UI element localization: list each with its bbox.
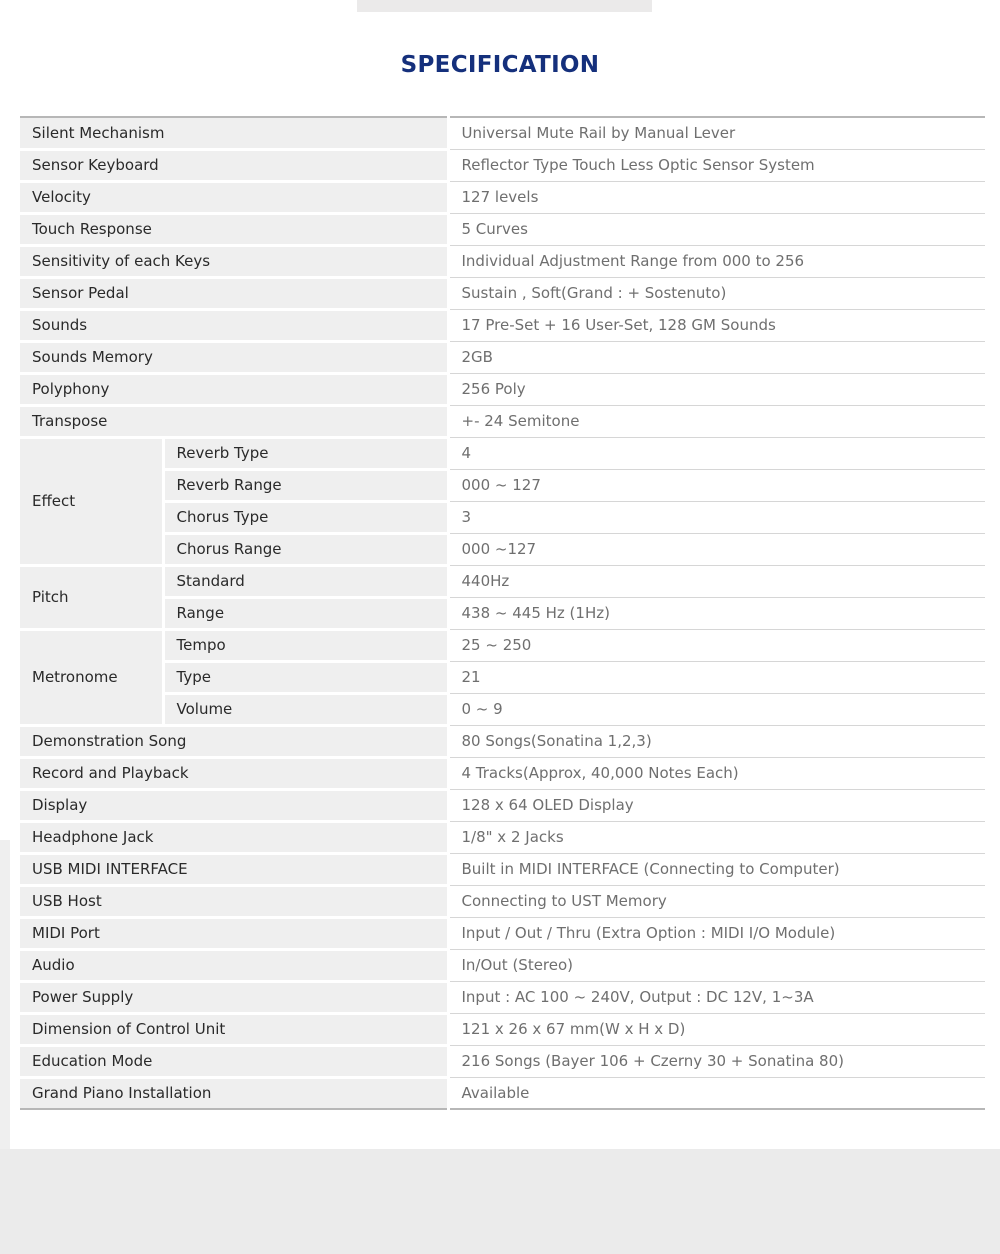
spec-table (20, 116, 985, 1110)
spec-value: Sustain , Soft(Grand : + Sostenuto) (448, 277, 985, 309)
spec-value: In/Out (Stereo) (448, 949, 985, 981)
spec-label: Audio (20, 949, 448, 981)
spec-value: 000 ~127 (448, 533, 985, 565)
table-row (20, 245, 985, 277)
spec-value: 2GB (448, 341, 985, 373)
spec-sub-label: Range (163, 597, 448, 629)
group-label-metronome: Metronome (20, 629, 163, 725)
spec-sub-label: Chorus Range (163, 533, 448, 565)
spec-sub-label: Tempo (163, 629, 448, 661)
spec-label: Velocity (20, 181, 448, 213)
spec-sub-label: Volume (163, 693, 448, 725)
spec-value: 21 (448, 661, 985, 693)
table-row (20, 853, 985, 885)
spec-value: Individual Adjustment Range from 000 to 256 (448, 245, 985, 277)
table-row (20, 181, 985, 213)
spec-label: Sensor Pedal (20, 277, 448, 309)
table-row (20, 757, 985, 789)
top-tab-decoration (357, 0, 652, 12)
spec-label: Touch Response (20, 213, 448, 245)
spec-value: Input / Out / Thru (Extra Option : MIDI I/O Module) (448, 917, 985, 949)
table-row (20, 693, 985, 725)
spec-value: 127 levels (448, 181, 985, 213)
spec-value: +- 24 Semitone (448, 405, 985, 437)
footer-band (0, 1149, 1000, 1254)
spec-label: Power Supply (20, 981, 448, 1013)
spec-label: Polyphony (20, 373, 448, 405)
spec-sub-label: Type (163, 661, 448, 693)
table-row (20, 917, 985, 949)
spec-value: Built in MIDI INTERFACE (Connecting to Computer) (448, 853, 985, 885)
spec-sub-label: Reverb Type (163, 437, 448, 469)
spec-value: Universal Mute Rail by Manual Lever (448, 117, 985, 149)
spec-value: 4 Tracks(Approx, 40,000 Notes Each) (448, 757, 985, 789)
spec-value: 4 (448, 437, 985, 469)
spec-label: Demonstration Song (20, 725, 448, 757)
table-row (20, 117, 985, 149)
spec-sub-label: Standard (163, 565, 448, 597)
spec-value: 128 x 64 OLED Display (448, 789, 985, 821)
table-row (20, 885, 985, 917)
spec-label: Dimension of Control Unit (20, 1013, 448, 1045)
table-row (20, 501, 985, 533)
table-row (20, 597, 985, 629)
table-row (20, 725, 985, 757)
spec-value: 80 Songs(Sonatina 1,2,3) (448, 725, 985, 757)
spec-value: 17 Pre-Set + 16 User-Set, 128 GM Sounds (448, 309, 985, 341)
spec-value: Reflector Type Touch Less Optic Sensor System (448, 149, 985, 181)
spec-label: MIDI Port (20, 917, 448, 949)
spec-label: Display (20, 789, 448, 821)
spec-label: Transpose (20, 405, 448, 437)
spec-label: Education Mode (20, 1045, 448, 1077)
spec-label: USB Host (20, 885, 448, 917)
spec-value: 438 ~ 445 Hz (1Hz) (448, 597, 985, 629)
table-row (20, 437, 985, 469)
left-edge-decoration (0, 840, 10, 1150)
spec-label: Record and Playback (20, 757, 448, 789)
table-row (20, 1077, 985, 1109)
spec-value: 121 x 26 x 67 mm(W x H x D) (448, 1013, 985, 1045)
spec-value: Connecting to UST Memory (448, 885, 985, 917)
table-row (20, 821, 985, 853)
table-row (20, 309, 985, 341)
table-row (20, 213, 985, 245)
spec-label: Sensor Keyboard (20, 149, 448, 181)
table-row (20, 1013, 985, 1045)
table-row (20, 1045, 985, 1077)
spec-label: Sensitivity of each Keys (20, 245, 448, 277)
table-row (20, 629, 985, 661)
spec-label: Headphone Jack (20, 821, 448, 853)
table-row (20, 661, 985, 693)
spec-sub-label: Reverb Range (163, 469, 448, 501)
table-row (20, 981, 985, 1013)
table-row (20, 149, 985, 181)
spec-label: Sounds (20, 309, 448, 341)
group-label-pitch: Pitch (20, 565, 163, 629)
spec-sub-label: Chorus Type (163, 501, 448, 533)
spec-label: USB MIDI INTERFACE (20, 853, 448, 885)
table-row (20, 533, 985, 565)
table-row (20, 949, 985, 981)
spec-label: Sounds Memory (20, 341, 448, 373)
spec-value: 216 Songs (Bayer 106 + Czerny 30 + Sonatina 80) (448, 1045, 985, 1077)
spec-value: 440Hz (448, 565, 985, 597)
table-row (20, 277, 985, 309)
table-row (20, 469, 985, 501)
spec-label: Grand Piano Installation (20, 1077, 448, 1109)
spec-value: 1/8" x 2 Jacks (448, 821, 985, 853)
spec-value: 5 Curves (448, 213, 985, 245)
spec-value: Input : AC 100 ~ 240V, Output : DC 12V, 1~3A (448, 981, 985, 1013)
page-title: SPECIFICATION (400, 52, 600, 78)
table-row (20, 373, 985, 405)
table-row (20, 341, 985, 373)
spec-label: Silent Mechanism (20, 117, 448, 149)
table-row (20, 789, 985, 821)
group-label-effect: Effect (20, 437, 163, 565)
spec-value: Available (448, 1077, 985, 1109)
spec-value: 3 (448, 501, 985, 533)
table-row (20, 565, 985, 597)
table-row (20, 405, 985, 437)
spec-value: 000 ~ 127 (448, 469, 985, 501)
spec-value: 256 Poly (448, 373, 985, 405)
spec-value: 25 ~ 250 (448, 629, 985, 661)
spec-value: 0 ~ 9 (448, 693, 985, 725)
